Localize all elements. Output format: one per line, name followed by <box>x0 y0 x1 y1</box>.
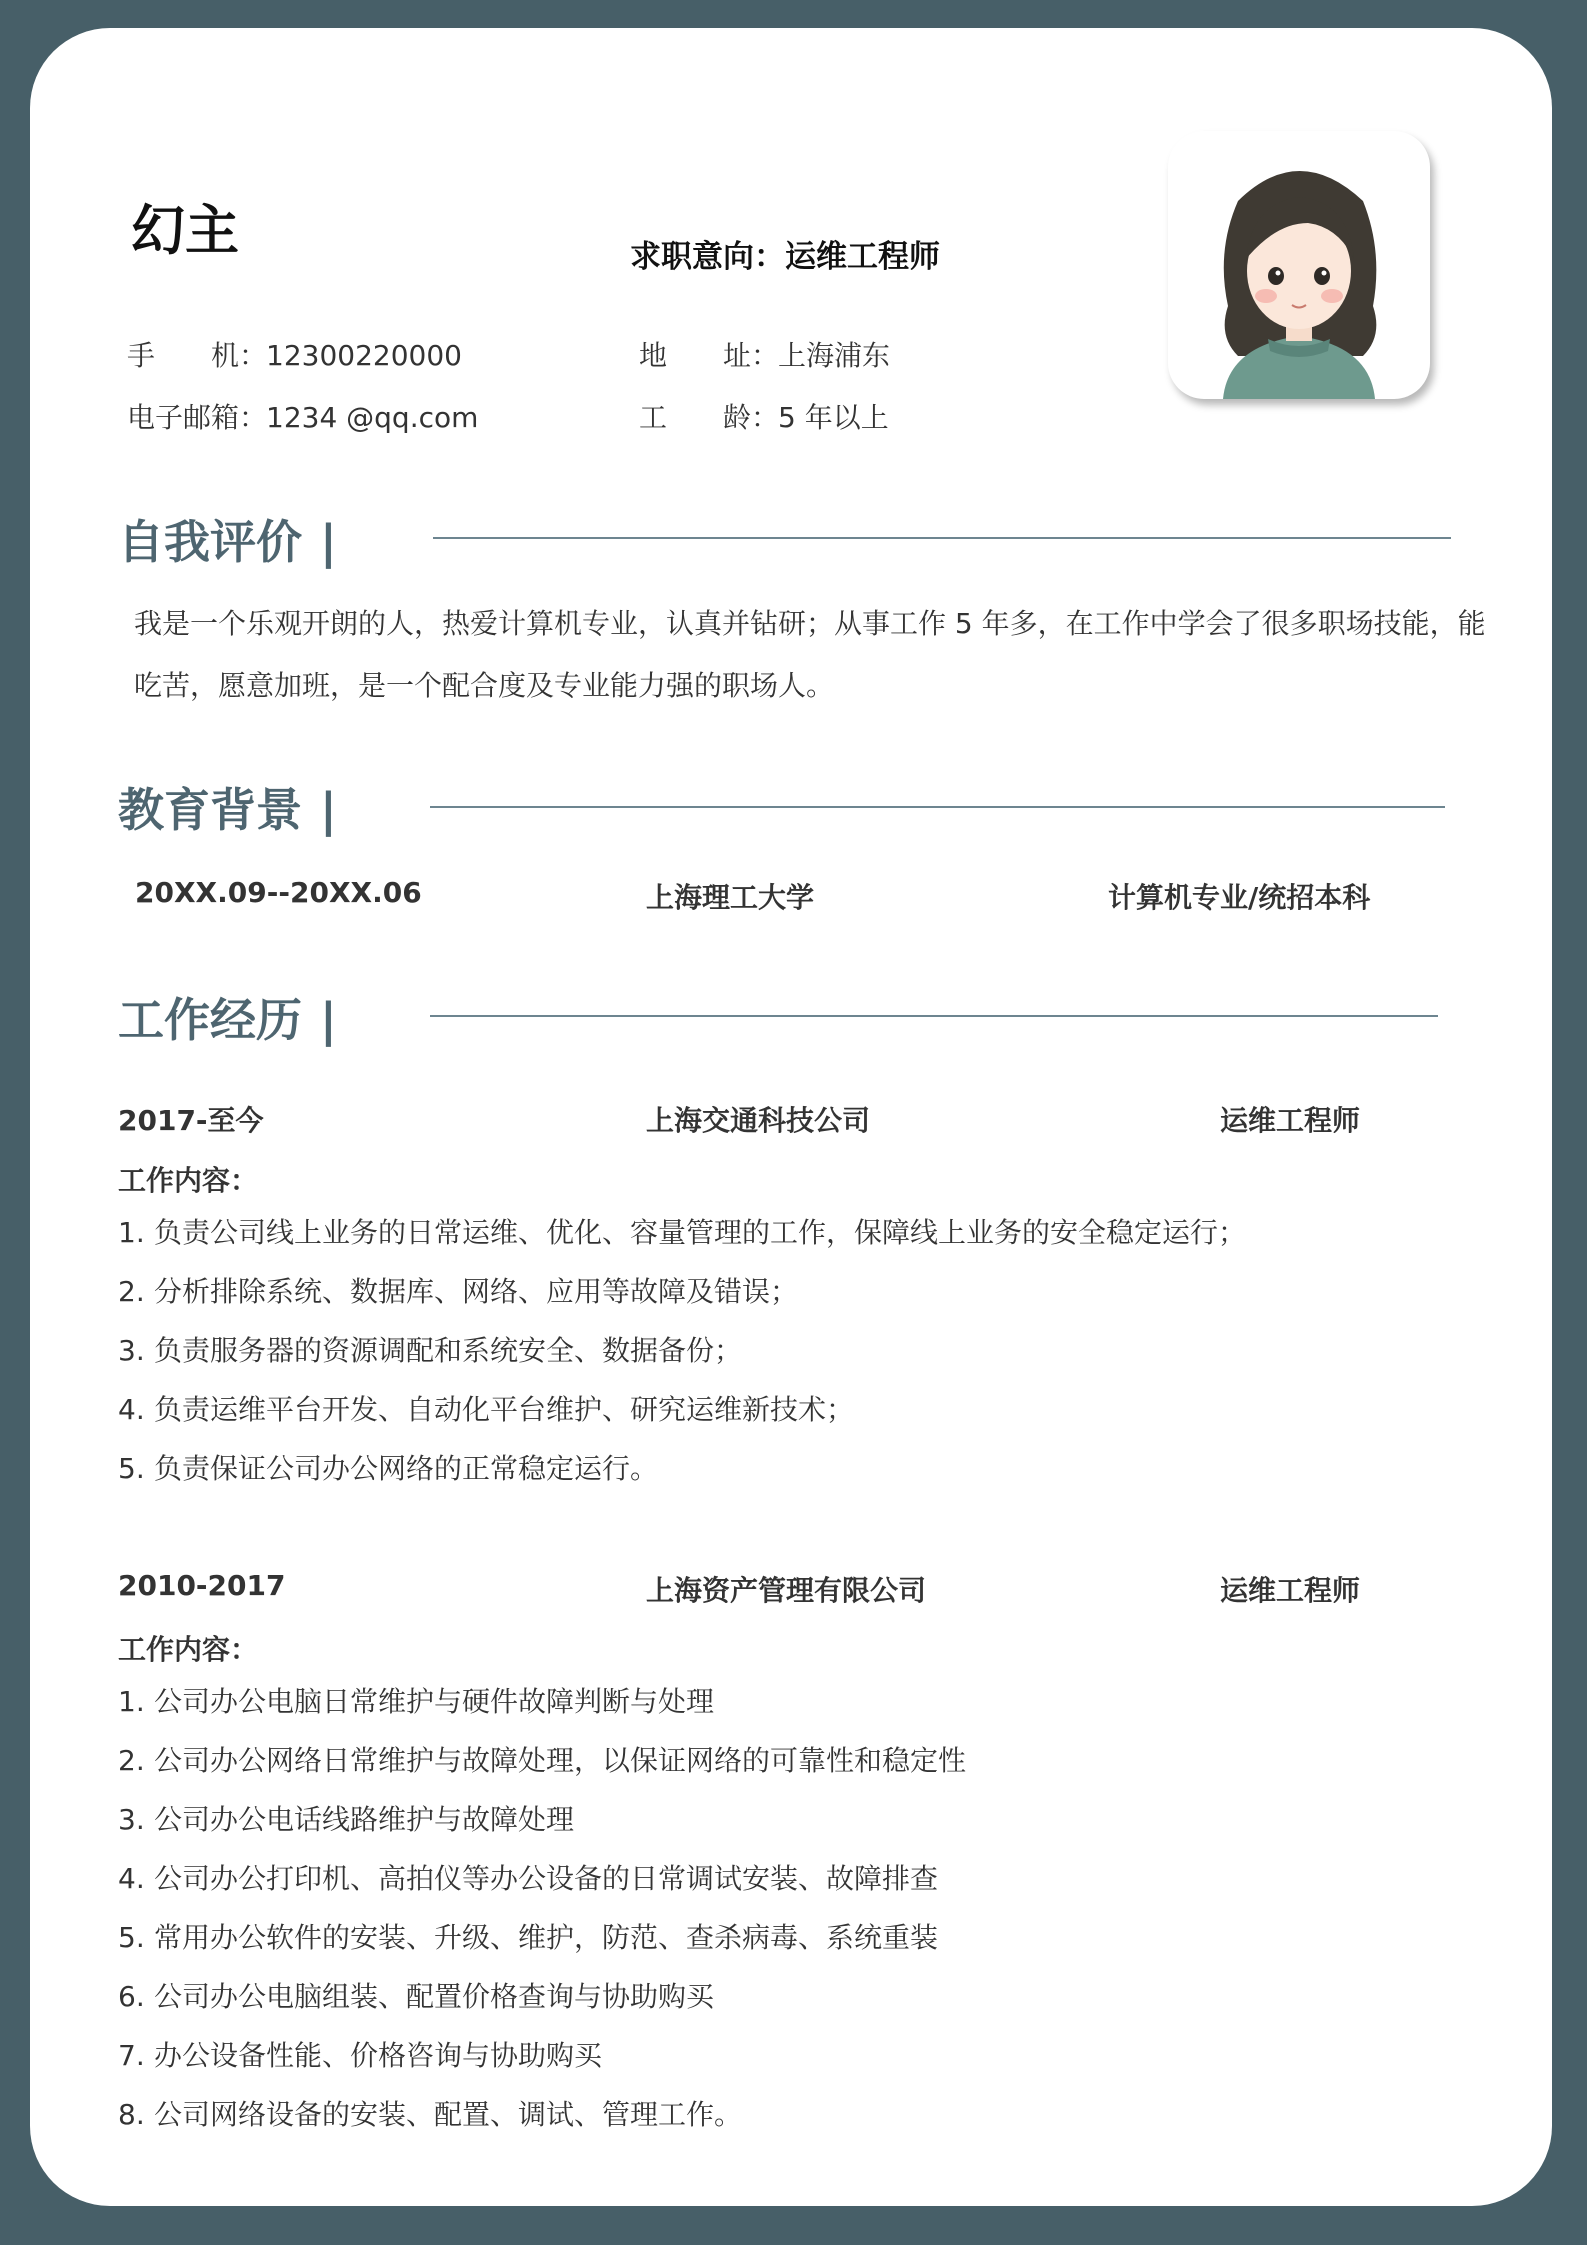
education-school: 上海理工大学 <box>646 881 815 914</box>
list-item-text: 常用办公软件的安装、升级、维护，防范、查杀病毒、系统重装 <box>154 1921 939 1954</box>
list-item-text: 公司办公电脑组装、配置价格查询与协助购买 <box>154 1980 715 2013</box>
job-duty-list <box>118 1672 966 2144</box>
job-duty-list <box>118 1203 1246 1498</box>
section-title-education <box>118 774 337 840</box>
phone-label: 手 机： <box>127 339 268 372</box>
list-item <box>118 1967 966 2026</box>
education-title: 教育背景 <box>118 783 302 837</box>
education-divider <box>430 806 1445 808</box>
list-item-number: 5. <box>118 1921 145 1954</box>
address-label: 地 址： <box>639 339 780 372</box>
job-role: 运维工程师 <box>1220 1574 1361 1607</box>
job-content-label: 工作内容： <box>118 1164 259 1197</box>
list-item-number: 2. <box>118 1744 145 1777</box>
self-eval-text: 我是一个乐观开朗的人，热爱计算机专业，认真并钻研；从事工作 5 年多，在工作中学会了很多职场技能，能吃苦，愿意加班，是一个配合度及专业能力强的职场人。 <box>134 607 1486 702</box>
list-item <box>118 1672 966 1731</box>
list-item-text: 公司办公电话线路维护与故障处理 <box>154 1803 575 1836</box>
list-item-text: 分析排除系统、数据库、网络、应用等故障及错误； <box>154 1275 799 1308</box>
list-item-number: 2. <box>118 1275 145 1308</box>
list-item-number: 6. <box>118 1980 145 2013</box>
list-item <box>118 1439 1246 1498</box>
email-label: 电子邮箱： <box>127 401 268 434</box>
address-row <box>639 334 890 374</box>
address-value: 上海浦东 <box>778 339 891 372</box>
list-item-number: 4. <box>118 1393 145 1426</box>
years-row <box>639 396 889 436</box>
list-item-number: 3. <box>118 1803 145 1836</box>
list-item <box>118 1203 1246 1262</box>
list-item <box>118 1380 1246 1439</box>
email-row <box>127 396 478 436</box>
list-item <box>118 1849 966 1908</box>
list-item <box>118 1731 966 1790</box>
avatar-illustration <box>1168 131 1430 399</box>
self-eval-title: 自我评价 <box>118 515 302 569</box>
job-period: 2017-至今 <box>118 1104 264 1137</box>
email-value: 1234 @qq.com <box>266 401 479 434</box>
job-company: 上海资产管理有限公司 <box>646 1574 927 1607</box>
list-item <box>118 1908 966 1967</box>
education-period: 20XX.09--20XX.06 <box>135 876 422 909</box>
job-period: 2010-2017 <box>118 1569 286 1602</box>
self-eval-divider <box>433 537 1451 539</box>
phone-row <box>127 334 462 374</box>
list-item-text: 公司办公网络日常维护与故障处理，以保证网络的可靠性和稳定性 <box>154 1744 967 1777</box>
list-item-text: 公司网络设备的安装、配置、调试、管理工作。 <box>154 2098 743 2131</box>
section-title-self-eval <box>118 506 337 572</box>
list-item-text: 负责运维平台开发、自动化平台维护、研究运维新技术； <box>154 1393 855 1426</box>
list-item-number: 1. <box>118 1216 145 1249</box>
job-company: 上海交通科技公司 <box>646 1104 871 1137</box>
list-item-number: 3. <box>118 1334 145 1367</box>
education-major: 计算机专业/统招本科 <box>1108 881 1371 914</box>
list-item-number: 5. <box>118 1452 145 1485</box>
list-item-text: 公司办公电脑日常维护与硬件故障判断与处理 <box>154 1685 715 1718</box>
list-item-text: 负责公司线上业务的日常运维、优化、容量管理的工作，保障线上业务的安全稳定运行； <box>154 1216 1247 1249</box>
list-item <box>118 1321 1246 1380</box>
job-role: 运维工程师 <box>1220 1104 1361 1137</box>
list-item-text: 负责服务器的资源调配和系统安全、数据备份； <box>154 1334 743 1367</box>
years-label: 工 龄： <box>639 401 780 434</box>
phone-value: 12300220000 <box>266 339 462 372</box>
work-title: 工作经历 <box>118 993 302 1047</box>
years-value: 5 年以上 <box>778 401 889 434</box>
self-eval-title-bar: | <box>320 515 337 569</box>
education-title-bar: | <box>320 783 337 837</box>
list-item <box>118 2085 966 2144</box>
avatar <box>1168 131 1430 399</box>
job-intent: 求职意向：运维工程师 <box>630 239 940 275</box>
list-item-text: 公司办公打印机、高拍仪等办公设备的日常调试安装、故障排查 <box>154 1862 939 1895</box>
candidate-name: 幻主 <box>131 199 239 262</box>
list-item <box>118 2026 966 2085</box>
job-content-label: 工作内容： <box>118 1633 259 1666</box>
work-divider <box>430 1015 1438 1017</box>
list-item-text: 负责保证公司办公网络的正常稳定运行。 <box>154 1452 659 1485</box>
work-title-bar: | <box>320 993 337 1047</box>
resume-page <box>30 28 1552 2206</box>
list-item <box>118 1790 966 1849</box>
list-item <box>118 1262 1246 1321</box>
list-item-number: 8. <box>118 2098 145 2131</box>
list-item-number: 1. <box>118 1685 145 1718</box>
list-item-number: 7. <box>118 2039 145 2072</box>
section-title-work <box>118 984 337 1050</box>
list-item-text: 办公设备性能、价格咨询与协助购买 <box>154 2039 603 2072</box>
list-item-number: 4. <box>118 1862 145 1895</box>
